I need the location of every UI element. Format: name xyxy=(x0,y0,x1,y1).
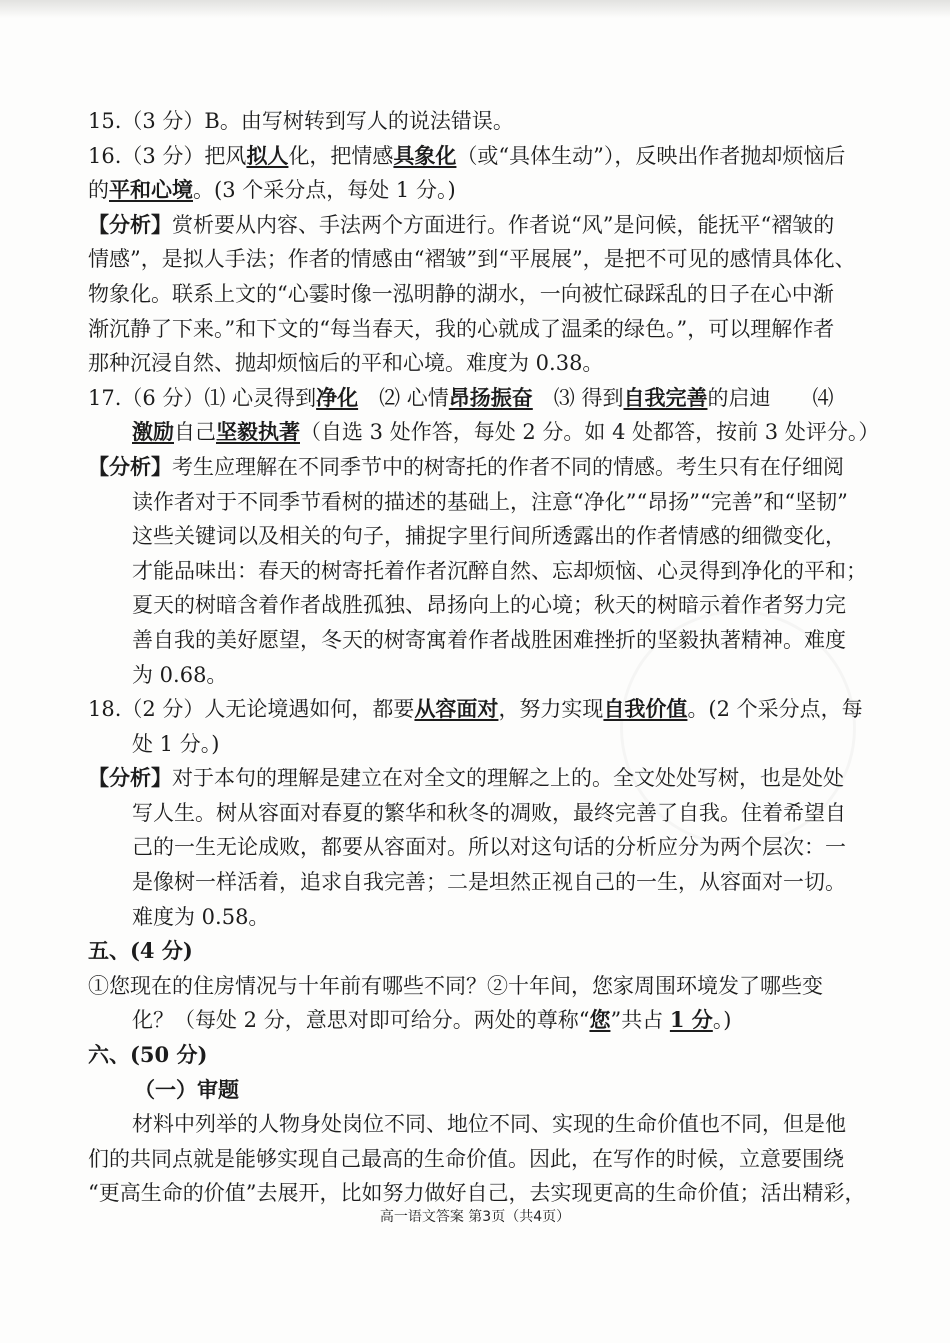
q18-analysis-4: 是像树一样活着，追求自我完善；二是坦然正视自己的一生，从容面对一切。 xyxy=(132,870,846,895)
scan-edge xyxy=(0,0,950,18)
q16-analysis-text-1: 赏析要从内容、手法两个方面进行。作者说“风”是问候，能抚平“褶皱的 xyxy=(172,212,835,237)
q18-text-e: 。(2 个采分点，每 xyxy=(687,697,863,722)
q18-key-ziwojiazhi: 自我价值 xyxy=(603,696,688,722)
q17-key-ziwowanshan: 自我完善 xyxy=(623,384,708,410)
q16-analysis-3: 物象化。联系上文的“心霎时像一泓明静的湖水，一向被忙碌踩乱的日子在心中渐 xyxy=(88,281,834,306)
q16-analysis-1 xyxy=(88,208,878,243)
q15-line: 15.（3 分）B。由写树转到写人的说法错误。 xyxy=(88,109,514,133)
q18-analysis-2: 写人生。树从容面对春夏的繁华和秋冬的凋败，最终完善了自我。住着希望自 xyxy=(132,800,846,825)
q17-text-l2b: 自己 xyxy=(174,420,216,445)
q16-text-l2a: 的 xyxy=(88,178,109,203)
q17-analysis-4: 才能品味出：春天的树寄托着作者沉醉自然、忘却烦恼、心灵得到净化的平和； xyxy=(132,558,867,583)
q16-key-juxianghua: 具象化 xyxy=(393,142,457,168)
q17-text-a: 17.（6 分）⑴ 心灵得到 xyxy=(88,385,317,410)
q17-analysis-7: 为 0.68。 xyxy=(132,662,228,687)
q17-line-1 xyxy=(88,381,878,416)
q17-key-jili: 激励 xyxy=(132,419,174,445)
page-footer: 高一语文答案 第3页（共4页） xyxy=(379,1209,571,1225)
q17-key-jianyizhizhu: 坚毅执著 xyxy=(216,419,300,445)
q16-text-c: 化，把情感 xyxy=(288,143,394,168)
section-6-para-line-2: 们的共同点就是能够实现自己最高的生命价值。因此，在写作的时候，立意要围绕 xyxy=(88,1146,844,1171)
q16-analysis-head: 【分析】 xyxy=(88,211,172,237)
q17-text-c: ⑵ 心情 xyxy=(358,385,449,410)
q17-key-angyangzhenfen: 昂扬振奋 xyxy=(448,384,533,410)
q16-line-1 xyxy=(88,139,878,174)
q18-analysis-3: 己的一生无论成败，都要从容面对。所以对这句话的分析应分为两个层次：一 xyxy=(132,835,846,860)
s5-text-a: 化？（每处 2 分，意思对即可给分。两处的尊称“ xyxy=(132,1008,590,1033)
q17-text-l2d: （自选 3 处作答，每处 2 分。如 4 处都答，按前 3 处评分。） xyxy=(300,420,880,445)
q16-key-nirenhua: 拟人 xyxy=(246,142,289,168)
section-5-heading: 五、(4 分) xyxy=(88,938,193,964)
q17-line-2 xyxy=(88,415,878,450)
q16-text-l2c: 。(3 个采分点，每处 1 分。) xyxy=(193,178,456,203)
q18-analysis-5: 难度为 0.58。 xyxy=(132,904,270,929)
section-6-para-line-1: 材料中列举的人物身处岗位不同、地位不同、实现的生命价值也不同，但是他 xyxy=(132,1112,846,1137)
q17-text-e: ⑶ 得到 xyxy=(532,385,624,410)
q17-text-g: 的启迪 ⑷ xyxy=(707,385,834,410)
q16-analysis-4: 渐沉静了下来。”和下文的“每当春天，我的心就成了温柔的绿色。”，可以理解作者 xyxy=(88,316,835,341)
q17-analysis-text-1: 考生应理解在不同季节中的树寄托的作者不同的情感。考生只有在仔细阅 xyxy=(172,454,844,479)
q18-line-1 xyxy=(88,692,878,727)
q18-analysis-head: 【分析】 xyxy=(88,765,172,791)
section-5-line-2 xyxy=(88,1003,878,1038)
q18-key-congrongmiandui: 从容面对 xyxy=(414,696,499,722)
q17-analysis-1 xyxy=(88,450,878,485)
s5-key-nin: 您 xyxy=(589,1007,611,1033)
q18-analysis-text-1: 对于本句的理解是建立在对全文的理解之上的。全文处处写树，也是处处 xyxy=(172,766,844,791)
q16-line-2 xyxy=(88,173,878,208)
q16-text-e: （或“具体生动”），反映出作者抛却烦恼后 xyxy=(456,143,846,168)
q17-analysis-5: 夏天的树暗含着作者战胜孤独、昂扬向上的心境；秋天的树暗示着作者努力完 xyxy=(132,593,846,618)
s5-text-c: ”共占 xyxy=(610,1008,670,1033)
q16-analysis-2: 情感”，是拟人手法；作者的情感由“褶皱”到“平展展”，是把不可见的感情具体化、 xyxy=(88,247,856,272)
q17-analysis-6: 善自我的美好愿望，冬天的树寄寓着作者战胜困难挫折的坚毅执著精神。难度 xyxy=(132,627,846,652)
section-5-line-1: ①您现在的住房情况与十年前有哪些不同？②十年间，您家周围环境发了哪些变 xyxy=(88,973,823,998)
q17-key-jinghua: 净化 xyxy=(316,384,359,410)
q17-analysis-2: 读作者对于不同季节看树的描述的基础上，注意“净化”“昂扬”“完善”和“坚韧” xyxy=(132,489,848,514)
section-6-para-line-3: “更高生命的价值”去展开，比如努力做好自己，去实现更高的生命价值；活出精彩， xyxy=(88,1181,866,1206)
q16-text-a: 16.（3 分）把风 xyxy=(88,143,247,168)
s5-key-one-point: 1 分 xyxy=(669,1007,713,1033)
section-6-subheading: （一）审题 xyxy=(134,1076,239,1102)
section-6-heading: 六、(50 分) xyxy=(88,1042,208,1068)
s5-text-e: 。) xyxy=(712,1008,732,1033)
q17-analysis-head: 【分析】 xyxy=(88,453,172,479)
q18-text-a: 18.（2 分）人无论境遇如何，都要 xyxy=(88,697,415,722)
q18-text-c: ，努力实现 xyxy=(498,697,604,722)
q18-analysis-1 xyxy=(88,761,878,796)
q17-analysis-3: 这些关键词以及相关的句子，捕捉字里行间所透露出的作者情感的细微变化， xyxy=(132,524,846,549)
answer-content xyxy=(88,104,878,1211)
q18-line-2: 处 1 分。) xyxy=(132,731,220,756)
q16-key-pinghexinjing: 平和心境 xyxy=(109,177,193,203)
q16-analysis-5: 那种沉浸自然、抛却烦恼后的平和心境。难度为 0.38。 xyxy=(88,351,604,376)
